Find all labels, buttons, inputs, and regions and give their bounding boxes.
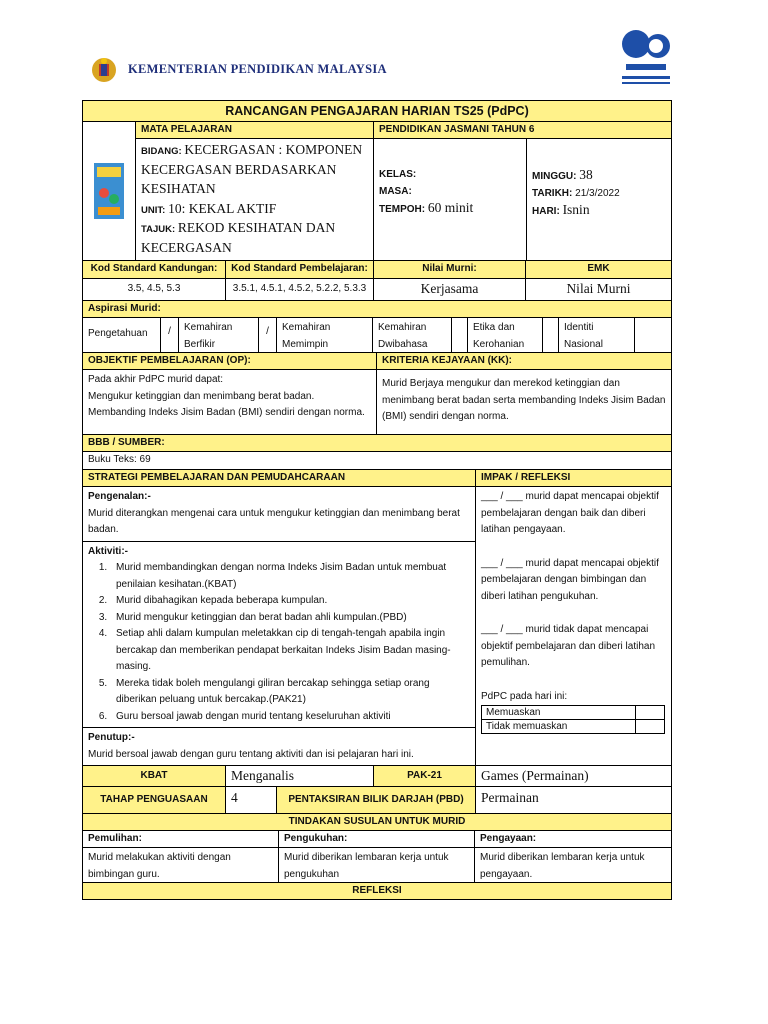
kbat-row bbox=[83, 766, 671, 787]
kk-text: Murid Berjaya mengukur dan merekod ketinggian dan menimbang berat badan serta membanding Indeks Jisim Badan (BMI) sendiri dengan norma. bbox=[382, 378, 666, 422]
malaysia-crest-logo bbox=[90, 56, 118, 84]
bbb-row bbox=[83, 452, 671, 470]
aktiviti-item: 5. Mereka tidak boleh mengulangi giliran bercakap sehingga setiap orang diberikan peluang untuk bercakap.(PAK21) bbox=[110, 676, 470, 709]
pemulihan-label: Pemulihan: bbox=[83, 831, 279, 847]
standards-header-row bbox=[83, 261, 671, 279]
subject-value: PENDIDIKAN JASMANI TAHUN 6 bbox=[379, 124, 535, 135]
ts25-logo bbox=[618, 24, 674, 90]
pengenalan-label: Pengenalan:- bbox=[88, 491, 151, 502]
aspirasi-item: Etika dan Kerohanian bbox=[468, 318, 543, 352]
tindakan-header-row bbox=[83, 814, 671, 831]
memuaskan-option[interactable] bbox=[481, 705, 665, 720]
aktiviti-section bbox=[83, 542, 475, 729]
susulan-row bbox=[83, 848, 671, 883]
memuaskan-checkbox[interactable] bbox=[636, 706, 664, 719]
pengenalan-section bbox=[83, 487, 475, 542]
pdpc-label: PdPC pada hari ini: bbox=[481, 690, 568, 702]
tempoh-value: 60 minit bbox=[427, 200, 474, 215]
aspirasi-tick: / bbox=[161, 318, 179, 352]
standards-value-row bbox=[83, 279, 671, 301]
bidang-label: BIDANG: bbox=[141, 146, 182, 157]
pengukuhan-text: Murid diberikan lembaran kerja untuk pengukuhan bbox=[279, 848, 475, 882]
strategi-header-row bbox=[83, 470, 671, 487]
page-header bbox=[0, 0, 768, 100]
tahap-value: 4 bbox=[226, 787, 277, 813]
tajuk-label: TAJUK: bbox=[141, 224, 176, 235]
op-line: Membanding Indeks Jisim Badan (BMI) sendiri dengan norma. bbox=[88, 407, 365, 418]
penutup-section bbox=[83, 728, 475, 765]
op-kk-header-row bbox=[83, 353, 671, 370]
pemulihan-text: Murid melakukan aktiviti dengan bimbingan guru. bbox=[83, 848, 279, 882]
emk-label: EMK bbox=[587, 263, 610, 274]
minggu-value: 38 bbox=[579, 167, 593, 182]
hari-label: HARI: bbox=[532, 206, 560, 217]
minggu-label: MINGGU: bbox=[532, 171, 577, 182]
date-block bbox=[527, 139, 671, 260]
ministry-name: KEMENTERIAN PENDIDIKAN MALAYSIA bbox=[128, 62, 387, 76]
tajuk-value: REKOD KESIHATAN DAN KECERGASAN bbox=[141, 220, 336, 255]
ksp-label: Kod Standard Pembelajaran: bbox=[226, 261, 374, 278]
aspirasi-item: Pengetahuan bbox=[83, 318, 161, 352]
kbat-label: KBAT bbox=[83, 766, 226, 786]
aktiviti-label: Aktiviti:- bbox=[88, 545, 128, 557]
aktiviti-item: 2. Murid dibahagikan kepada beberapa kumpulan. bbox=[110, 593, 470, 610]
aspirasi-header-row bbox=[83, 301, 671, 318]
tidak-memuaskan-option[interactable] bbox=[481, 720, 665, 734]
aktiviti-list bbox=[88, 560, 470, 725]
impak-item: ___ / ___ murid dapat mencapai objektif pembelajaran dengan bimbingan dan diberi latihan pengukuhan. bbox=[481, 557, 659, 602]
aspirasi-item: Kemahiran Memimpin bbox=[277, 318, 373, 352]
aspirasi-item: Kemahiran Dwibahasa bbox=[373, 318, 452, 352]
tarikh-label: TARIKH: bbox=[532, 187, 573, 199]
op-label: OBJEKTIF PEMBELAJARAN (OP): bbox=[83, 353, 377, 369]
pak21-value: Games (Permainan) bbox=[481, 768, 589, 783]
op-kk-row bbox=[83, 370, 671, 435]
memuaskan-label: Memuaskan bbox=[482, 706, 636, 719]
aspirasi-tick-box bbox=[543, 318, 559, 352]
tarikh-value: 21/3/2022 bbox=[575, 187, 620, 199]
aktiviti-item: 1. Murid membandingkan dengan norma Indeks Jisim Badan untuk membuat penilaian kesihatan.(KBAT) bbox=[110, 560, 470, 593]
lesson-plan-table bbox=[82, 100, 672, 900]
pengukuhan-label: Pengukuhan: bbox=[279, 831, 475, 847]
doc-title: RANCANGAN PENGAJARAN HARIAN TS25 (PdPC) bbox=[83, 101, 671, 122]
tidak-memuaskan-checkbox[interactable] bbox=[636, 720, 664, 733]
textbook-cover bbox=[83, 122, 136, 260]
nilai-label: Nilai Murni: bbox=[374, 261, 526, 278]
pengenalan-text: Murid diterangkan mengenai cara untuk mengukur ketinggian dan menimbang berat badan. bbox=[88, 507, 460, 535]
hari-value: Isnin bbox=[562, 202, 590, 217]
pbd-value: Permainan bbox=[481, 790, 539, 805]
impak-item: ___ / ___ murid dapat mencapai objektif pembelajaran dengan baik dan diberi latihan pengayaan. bbox=[481, 491, 659, 535]
pengayaan-label: Pengayaan: bbox=[480, 833, 537, 844]
impak-label: IMPAK / REFLEKSI bbox=[481, 472, 571, 483]
masa-label: MASA: bbox=[379, 185, 412, 197]
aspirasi-item: Identiti Nasional bbox=[559, 318, 635, 352]
aspirasi-tick-box bbox=[452, 318, 468, 352]
aktiviti-item: 3. Murid mengukur ketinggian dan berat badan ahli kumpulan.(PBD) bbox=[110, 610, 470, 627]
penutup-text: Murid bersoal jawab dengan guru tentang aktiviti dan isi pelajaran hari ini. bbox=[88, 748, 414, 760]
susulan-header-row bbox=[83, 831, 671, 848]
bbb-label: BBB / SUMBER: bbox=[88, 437, 165, 448]
ksp-value: 3.5.1, 4.5.1, 4.5.2, 5.2.2, 5.3.3 bbox=[226, 279, 374, 300]
strategi-content bbox=[83, 487, 476, 765]
tempoh-label: TEMPOH: bbox=[379, 204, 426, 215]
tahap-label: TAHAP PENGUASAAN bbox=[83, 787, 226, 813]
op-line: Pada akhir PdPC murid dapat: bbox=[88, 374, 224, 385]
subject-row bbox=[136, 122, 671, 139]
tidak-memuaskan-label: Tidak memuaskan bbox=[482, 720, 636, 733]
nilai-value: Kerjasama bbox=[374, 279, 526, 300]
kelas-label: KELAS: bbox=[379, 169, 417, 180]
tahap-row bbox=[83, 787, 671, 814]
unit-label: UNIT: bbox=[141, 204, 166, 216]
aspirasi-tick: / bbox=[259, 318, 277, 352]
bbb-value: Buku Teks: 69 bbox=[88, 454, 151, 465]
subject-label: MATA PELAJARAN bbox=[136, 122, 374, 138]
bbb-header-row bbox=[83, 435, 671, 452]
impak-content bbox=[476, 487, 671, 765]
bidang-value: KECERGASAN : KOMPONEN KECERGASAN BERDASARKAN KESIHATAN bbox=[141, 142, 363, 196]
top-info-row bbox=[83, 122, 671, 261]
aktiviti-item: 4. Setiap ahli dalam kumpulan meletakkan cip di tengah-tengah apabila ingin bercakap dan memberikan pendapat berkaitan Indeks Jisim Badan masing-masing. bbox=[110, 626, 470, 676]
penutup-label: Penutup:- bbox=[88, 732, 135, 743]
pengayaan-text: Murid diberikan lembaran kerja untuk pengayaan. bbox=[480, 852, 645, 880]
tindakan-label: TINDAKAN SUSULAN UNTUK MURID bbox=[288, 816, 466, 827]
strategi-row bbox=[83, 487, 671, 766]
class-block bbox=[374, 139, 527, 260]
pak21-label: PAK-21 bbox=[374, 766, 476, 786]
strategi-label: STRATEGI PEMBELAJARAN DAN PEMUDAHCARAAN bbox=[83, 470, 476, 486]
kk-label: KRITERIA KEJAYAAN (KK): bbox=[382, 355, 513, 366]
refleksi-row bbox=[83, 883, 671, 899]
unit-value: 10: KEKAL AKTIF bbox=[168, 200, 277, 216]
topic-block bbox=[136, 139, 374, 260]
aspirasi-tick-box bbox=[635, 318, 671, 352]
ksk-label: Kod Standard Kandungan: bbox=[83, 261, 226, 278]
refleksi-label: REFLEKSI bbox=[352, 885, 402, 896]
ksk-value: 3.5, 4.5, 5.3 bbox=[83, 279, 226, 300]
kbat-value: Menganalis bbox=[226, 766, 374, 786]
aspirasi-row bbox=[83, 318, 671, 353]
aspirasi-label: Aspirasi Murid: bbox=[88, 303, 161, 314]
textbook-cover-image bbox=[94, 163, 124, 219]
impak-item: ___ / ___ murid tidak dapat mencapai objektif pembelajaran dan diberi latihan pemulihan. bbox=[481, 624, 656, 668]
emk-value: Nilai Murni bbox=[566, 281, 631, 296]
op-line: Mengukur ketinggian dan menimbang berat badan. bbox=[88, 390, 315, 402]
op-text bbox=[83, 370, 377, 434]
aktiviti-item: 6. Guru bersoal jawab dengan murid tentang keseluruhan aktiviti bbox=[110, 709, 470, 726]
pbd-label: PENTAKSIRAN BILIK DARJAH (PBD) bbox=[277, 787, 476, 813]
aspirasi-item: Kemahiran Berfikir bbox=[179, 318, 259, 352]
